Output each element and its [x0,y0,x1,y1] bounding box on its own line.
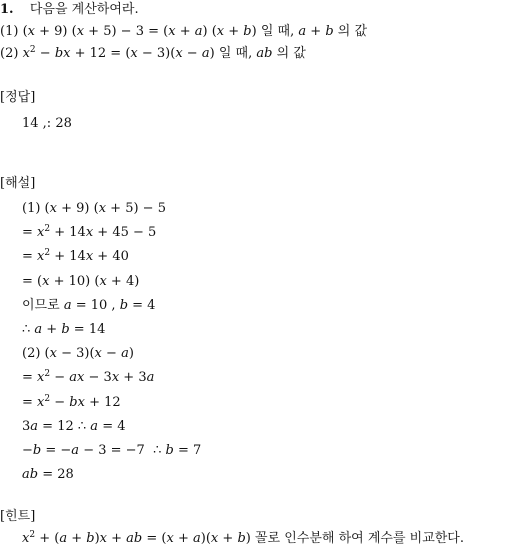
question-2-tail: 의 값 [276,46,306,61]
hint-text: $x^2 + (a + b)x$ + ab = (x + a)(x + b) 꼴로 인수분해 하여 계수를 비교한다. [22,530,465,546]
solution-line: ∴ a + b = 14 [22,322,106,337]
question-2 [0,45,306,63]
solution-line: 3a = 12 ∴ a = 4 [22,418,126,434]
solution-line: (1) (x + 9) (x + 5) − 5 [22,201,166,216]
question-1 [0,23,367,41]
answer-text: 14 ,: 28 [22,116,72,131]
question-2-target: ab [256,46,273,61]
question-1-label: (1) [0,24,19,39]
question-2-expression: $x^2$ − bx + 12 = (x − 3)(x − a) [22,45,215,61]
problem-heading [0,1,139,19]
question-1-condition: 일 때, [260,24,295,39]
solution-line: 이므로 a = 10 , b = 4 [22,297,156,313]
problem-number: 1. [0,2,14,17]
solution-line: = (x + 10) (x + 4) [22,273,140,289]
solution-line: = $x^2 + 14x + 40$ [22,248,129,265]
question-1-tail: 의 값 [337,24,368,39]
solution-line: −b = −a − 3 = −7 ∴ b = 7 [22,443,202,458]
question-1-expression: (x + 9) (x + 5) − 3 = (x + a) (x + b) [22,24,257,39]
answer-header: [정답] [0,90,36,105]
solution-line: ab = 28 [22,467,74,483]
solution-line: = $x^2$ − bx + 12 [22,393,121,410]
solution-line: = $x^2 + 14x + 45 - 5$ [22,224,157,241]
solution-line: = $x^2$ − ax − 3x + 3a [22,369,155,386]
problem-title: 다음을 계산하여라. [29,2,139,17]
question-2-label: (2) [0,46,19,61]
solution-header: [해설] [0,176,36,191]
solution-line: (2) (x − 3)(x − a) [22,346,134,362]
hint-header: [힌트] [0,509,36,524]
question-2-condition: 일 때, [218,46,253,61]
question-1-target: a + b [298,24,334,39]
